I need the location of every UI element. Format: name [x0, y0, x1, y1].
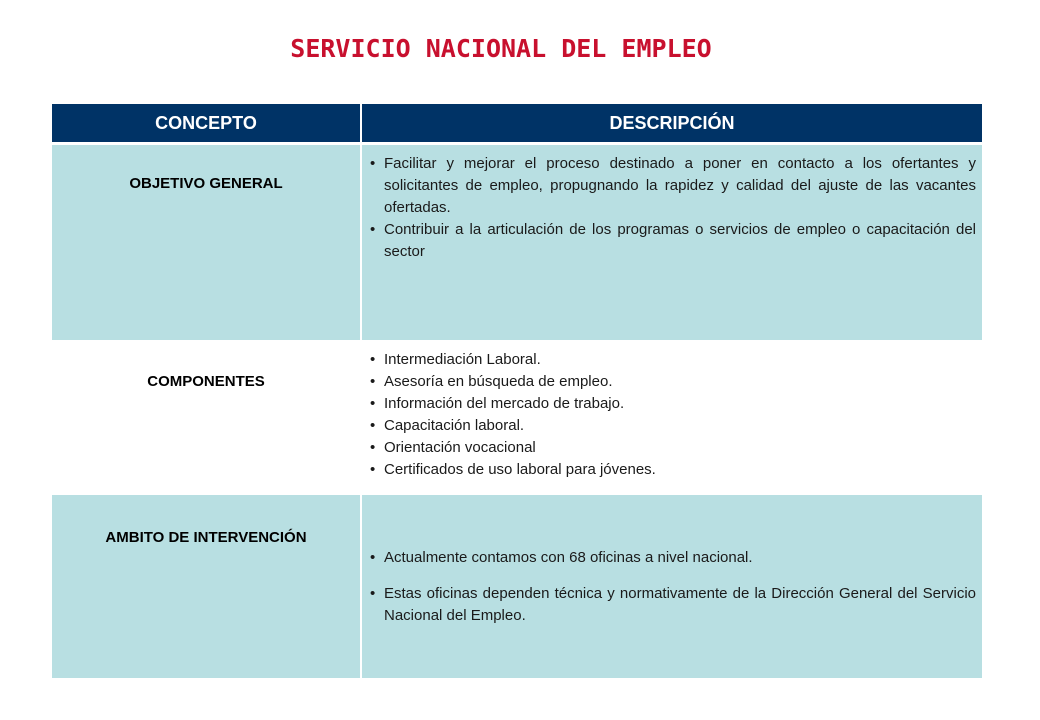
table-row-objetivo	[52, 144, 982, 342]
list-item: • Certificados de uso laboral para jóvenes.	[362, 459, 976, 481]
bullet-list	[362, 145, 982, 263]
list-item: • Estas oficinas dependen técnica y normativamente de la Dirección General del Servicio Nacional del Empleo.	[362, 583, 976, 627]
list-item: • Orientación vocacional	[362, 437, 976, 459]
list-item: • Actualmente contamos con 68 oficinas a nivel nacional.	[362, 547, 976, 569]
table-row-componentes	[52, 342, 982, 494]
table-row-ambito	[52, 494, 982, 680]
concept-cell	[52, 144, 361, 342]
list-item: • Capacitación laboral.	[362, 415, 976, 437]
page-title: SERVICIO NACIONAL DEL EMPLEO	[290, 34, 712, 63]
concept-cell	[52, 342, 361, 494]
header-descripcion: DESCRIPCIÓN	[361, 104, 982, 144]
description-cell	[361, 342, 982, 494]
list-item: • Información del mercado de trabajo.	[362, 393, 976, 415]
concept-label: OBJETIVO GENERAL	[129, 175, 283, 192]
description-cell	[361, 494, 982, 680]
bullet-list	[362, 343, 982, 481]
list-item: • Facilitar y mejorar el proceso destinado a poner en contacto a los ofertantes y solicitantes de empleo, propugnando la rapidez y calidad del ajuste de las vacantes ofertadas.	[362, 153, 976, 219]
description-cell	[361, 144, 982, 342]
bullet-list	[362, 495, 982, 627]
list-item: • Contribuir a la articulación de los programas o servicios de empleo o capacitación del sector	[362, 219, 976, 263]
concept-label: COMPONENTES	[147, 373, 265, 390]
table-header-row	[52, 104, 982, 144]
list-item: • Asesoría en búsqueda de empleo.	[362, 371, 976, 393]
header-concepto: CONCEPTO	[52, 104, 361, 144]
concept-label: AMBITO DE INTERVENCIÓN	[105, 529, 307, 546]
list-item: • Intermediación Laboral.	[362, 349, 976, 371]
concept-cell	[52, 494, 361, 680]
concept-table	[52, 104, 982, 681]
